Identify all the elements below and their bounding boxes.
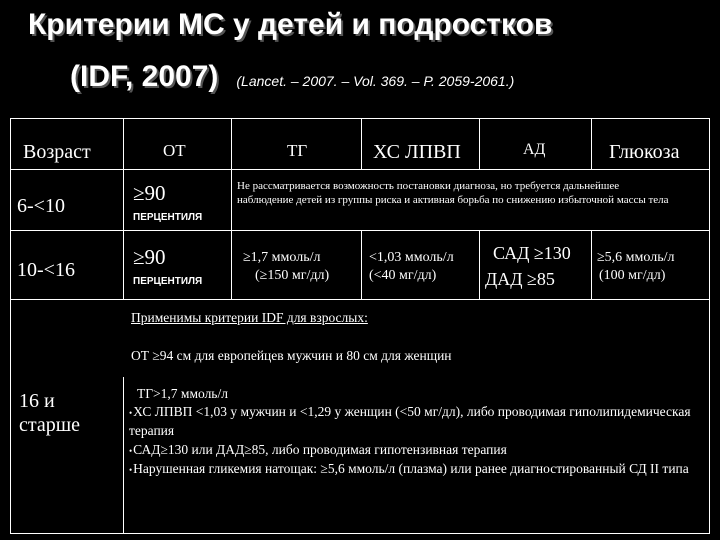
bullet-icon: • xyxy=(129,464,133,475)
row2-waist-unit: ПЕРЦЕНТИЛЯ xyxy=(133,276,203,287)
criteria-table xyxy=(10,118,710,534)
col-divider xyxy=(361,230,362,299)
row-divider xyxy=(11,299,709,300)
row3-glucose: Нарушенная гликемия натощак: ≥5,6 ммоль/л (плазма) или ранее диагностированный СД II типа xyxy=(133,461,689,476)
row2-bp-line1: САД ≥130 xyxy=(493,243,571,263)
row2-tg-line2: (≥150 мг/дл) xyxy=(255,268,330,283)
citation: (Lancet. – 2007. – Vol. 369. – P. 2059-2061.) xyxy=(236,73,515,89)
header-glucose: Глюкоза xyxy=(609,141,680,163)
row2-glucose-line2: (100 мг/дл) xyxy=(599,268,666,283)
row2-hdl-line1: <1,03 ммоль/л xyxy=(369,250,454,265)
row-divider xyxy=(11,230,709,231)
header-bp: АД xyxy=(523,141,546,158)
slide-title-line2 xyxy=(70,60,514,94)
slide-title: Критерии МС у детей и подростков xyxy=(28,8,553,41)
header-hdl: ХС ЛПВП xyxy=(373,141,461,163)
row1-note: Не рассматривается возможность постановки диагноза, но требуется дальнейшее наблюдение детей из группы риска и активная борьба по снижению избыточной массы тела xyxy=(237,180,669,206)
col-divider xyxy=(123,377,124,533)
row2-hdl-line2: (<40 мг/дл) xyxy=(369,268,437,283)
row-divider xyxy=(11,169,709,170)
bullet-icon: • xyxy=(129,445,133,456)
bullet-icon: • xyxy=(129,407,133,418)
row3-tg: ТГ>1,7 ммоль/л xyxy=(137,386,228,401)
row3-heading: Применимы критерии IDF для взрослых: xyxy=(131,310,368,325)
col-divider xyxy=(361,119,362,169)
col-divider xyxy=(479,119,480,169)
row3-age: 16 и старше xyxy=(19,390,81,436)
row3-waist: ОТ ≥94 см для европейцев мужчин и 80 см для женщин xyxy=(131,348,452,363)
row3-glucose-item xyxy=(129,460,699,479)
row1-waist-unit: ПЕРЦЕНТИЛЯ xyxy=(133,212,203,223)
header-tg: ТГ xyxy=(287,141,308,160)
header-age: Возраст xyxy=(23,141,91,163)
col-divider xyxy=(479,230,480,299)
row3-hdl: ХС ЛПВП <1,03 у мужчин и <1,29 у женщин (<50 мг/дл), либо проводимая гиполипидемическая терапия xyxy=(129,404,691,438)
row3-bp-item xyxy=(129,441,699,460)
row3-bp: САД≥130 или ДАД≥85, либо проводимая гипотензивная терапия xyxy=(133,442,507,457)
row2-tg-line1: ≥1,7 ммоль/л xyxy=(243,250,321,265)
col-divider xyxy=(123,119,124,299)
row3-hdl-item xyxy=(129,403,699,440)
row1-age: 6-<10 xyxy=(17,195,65,217)
row2-bp-line2: ДАД ≥85 xyxy=(485,269,555,289)
header-waist: ОТ xyxy=(163,141,186,160)
row2-glucose-line1: ≥5,6 ммоль/л xyxy=(597,250,675,265)
title-source: (IDF, 2007) xyxy=(70,60,219,93)
row1-waist-value: ≥90 xyxy=(133,181,166,205)
row2-age: 10-<16 xyxy=(17,259,75,281)
row2-waist-value: ≥90 xyxy=(133,245,166,269)
col-divider xyxy=(591,119,592,169)
col-divider xyxy=(231,119,232,299)
col-divider xyxy=(591,230,592,299)
